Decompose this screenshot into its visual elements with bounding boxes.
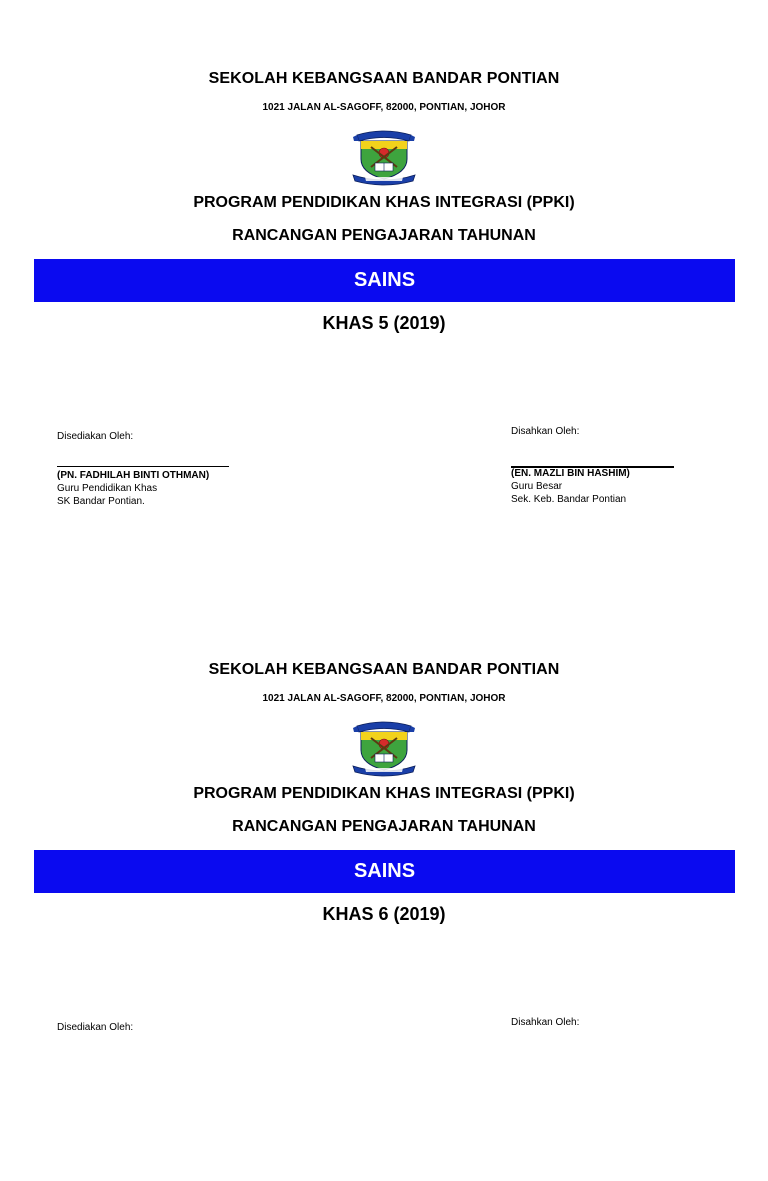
approved-by-label: Disahkan Oleh: xyxy=(511,1017,580,1028)
prepared-signature-line xyxy=(57,466,229,467)
program-title: PROGRAM PENDIDIKAN KHAS INTEGRASI (PPKI) xyxy=(193,194,575,211)
prepared-by-role: Guru Pendidikan Khas xyxy=(57,483,158,494)
school-crest-icon xyxy=(347,129,421,187)
school-name: SEKOLAH KEBANGSAAN BANDAR PONTIAN xyxy=(208,70,560,87)
class-year: KHAS 6 (2019) xyxy=(322,904,446,924)
school-address: 1021 JALAN AL-SAGOFF, 82000, PONTIAN, JOHOR xyxy=(262,102,506,113)
school-crest-icon xyxy=(347,720,421,778)
approved-by-org: Sek. Keb. Bandar Pontian xyxy=(511,494,627,505)
school-name: SEKOLAH KEBANGSAAN BANDAR PONTIAN xyxy=(208,661,560,678)
subject-banner xyxy=(34,850,735,893)
approved-by-name: (EN. MAZLI BIN HASHIM) xyxy=(511,468,630,479)
school-address: 1021 JALAN AL-SAGOFF, 82000, PONTIAN, JOHOR xyxy=(262,693,506,704)
document-page-1 xyxy=(0,0,768,590)
subject-label: SAINS xyxy=(353,860,416,882)
prepared-by-org: SK Bandar Pontian. xyxy=(57,496,145,507)
plan-title: RANCANGAN PENGAJARAN TAHUNAN xyxy=(232,227,536,244)
subject-banner xyxy=(34,259,735,302)
approved-by-role: Guru Besar xyxy=(511,481,563,492)
prepared-by-label: Disediakan Oleh: xyxy=(57,1022,134,1033)
class-year: KHAS 5 (2019) xyxy=(322,313,446,333)
approved-by-label: Disahkan Oleh: xyxy=(511,426,580,437)
document-page-2 xyxy=(0,591,768,1181)
subject-label: SAINS xyxy=(353,269,416,291)
prepared-by-name: (PN. FADHILAH BINTI OTHMAN) xyxy=(57,470,210,481)
program-title: PROGRAM PENDIDIKAN KHAS INTEGRASI (PPKI) xyxy=(193,785,575,802)
plan-title: RANCANGAN PENGAJARAN TAHUNAN xyxy=(232,818,536,835)
prepared-by-label: Disediakan Oleh: xyxy=(57,431,134,442)
